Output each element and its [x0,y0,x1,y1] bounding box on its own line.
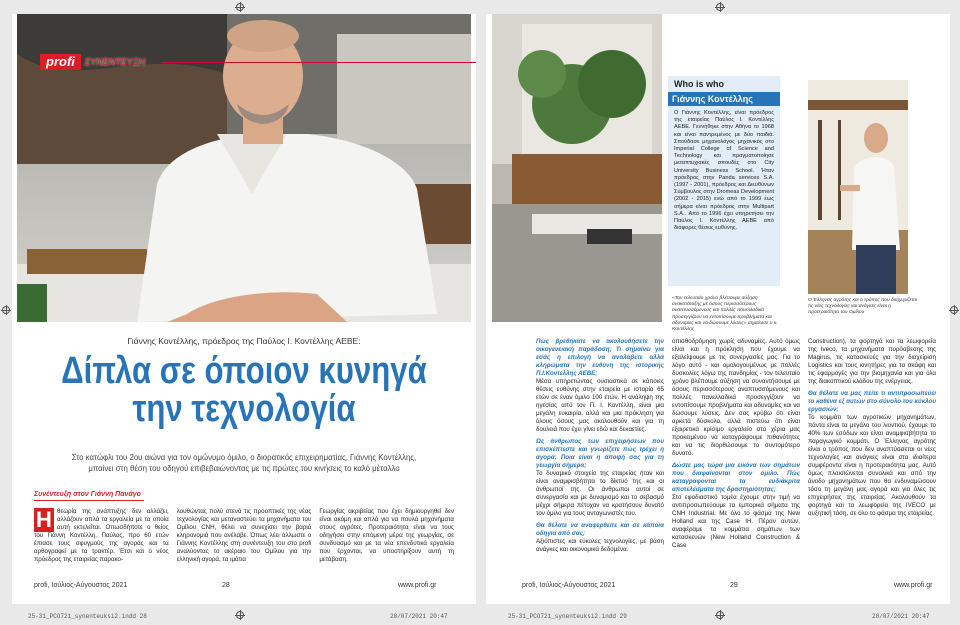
portrait-photo [808,80,908,294]
interview-columns [536,338,936,578]
headline [54,352,434,428]
registration-mark-right [950,306,958,314]
sidebar-name: Γιάννης Κοντέλλης [668,92,780,106]
question-5: Θα θέλατε να μας πείτε τι αντιπροσωπεύει το καθένα εξ αυτών στο σύνολο του κύκλου εργασιών; [808,390,936,413]
headline-line-2: την τεχνολογία [132,388,356,430]
footer-site[interactable]: www.profi.gr [894,582,933,589]
footer-issue: profi, Ιούλιος-Αύγουστος 2021 [34,582,128,589]
footer-issue: profi, Ιούλιος-Αύγουστος 2021 [522,582,616,589]
portrait-caption: Ο Έλληνας αγρότης και ο τρόπος που διαχειρίζεται τις νέες τεχνολογίες και ανάγκες είναι η προτεραιότητα του Ομίλου [808,298,918,316]
body-text-2: λουθώντας πολύ στενά τις προοπτικές της νέας τεχνολογίας και μεταναστεύει τα μηχανήματα του Ομίλου CNH, θέλει να συνεχίσει την βαριά κληρονομιά που ανέλαβε. Όπως λέει άλλωστε ο Γιάννης Κοντέλλης στη συνέντευξη του στο profi αναλύοντας το ακέραιο του Ομίλου για την ελληνική αγορά, τα ιμάτια [176,508,312,563]
interview-column-2 [672,338,800,578]
interview-column-1 [536,338,664,578]
deck-line-1: Στο κατώφλι του 2ου αιώνα για τον ομώνυμο όμιλο, ο διορατικός επιχειρηματίας, Γιάννης Κοντέλλης, [71,453,417,462]
drop-cap: Η [34,508,54,532]
photo-caption: «Τον τελευταίο χρόνο βλέπουμε αύξηση ανακατάταξης με όσους περισσότερους αναπτυσσόμενους και πολλές πανελλαδικά προσεγγίζουν να εντοπίσουμε προβλήματα και αδυναμίες και να δώσουμε λύσεις» σημείωσε ο κ. Κοντέλλης [672,296,778,333]
who-is-who-sidebar [668,76,780,286]
question-2: Ως άνθρωπος των επιχειρήσεων που επισκέπτεστε και γνωρίζετε πώς τρέχει η αγορά; Ποια είναι η άποψή σας για τη γεωργία σήμερα; [536,438,664,469]
folio: 29 [730,582,738,589]
print-slug-right: 25-31_PCO721_synenteuksi2.indd 29 [508,613,627,620]
print-slug-left: 25-31_PCO721_synenteuksi2.indd 28 [28,613,147,620]
print-slug-date-right: 28/07/2021 20:47 [872,613,930,620]
brand-logo: profi [40,54,81,70]
deck-line-2: μπαίνει στη θέση του οδηγού επιβεβαιώνοντας με τις πρώτες του κινήσεις το καλό μέταλλο [88,464,400,473]
answer-3: Αξιόπιστες και εύκολες τεχνολογίες, με βάση ανάγκες και οικονομικά δεδομένα. [536,538,664,553]
byline-rule [34,500,144,501]
right-page [486,14,950,604]
print-slug-date-left: 28/07/2021 20:47 [390,613,448,620]
sidebar-text: Ο Γιάννης Κοντέλλης, είναι πρόεδρος της εταιρείας Παύλος Ι. Κοντέλλης ΑΕΒΕ. Γεννήθηκε στην Αθήνα το 1968 και είναι παντρεμένος με δύο παιδιά. Σπούδασε μηχανολόγος μηχανικός στο Imperial College of Science and Technology και πραγματοποίησε μεταπτυχιακές σπουδές στο City University Business School. Ήταν πρόεδρος στην Panda services S.A. (1997 - 2001), πρόεδρος και Διευθύνων Σύμβουλος στην Dromeas Development (2002 - 2015) ενώ από το 1999 έως σήμερα είναι πρόεδρος στην Multipart S.A.. Από το 1996 έχει υπηρετήσει την Παύλος Ι. Κοντέλλης ΑΕΒΕ από διάφορες θέσεις ευθύνης. [674,110,774,232]
left-page [12,14,476,604]
answer-5: Το κομμάτι των αγροτικών μηχανημάτων, πάντα είναι τα μεγάλο του λιοντιού, έχουμε το 40% των εσόδων και είναι αναμφισβήτητα το παραγωγικό κομμάτι. Ο Έλληνας αγρότης είναι ο τρόπος που δεν αναπτύσσεται οι νέες τεχνολογίες και ανάγκες είναι στα ιδιαίτερα συμφέροντα είναι η προτεραιότητα μας. Αυτό όμως πλαισιώνεται συνολικά και από την άνοδο μηχανημάτων που θα ενδυναμώσουν τόσο τη μεγάλη μας αγορά και για όλες τις επιχειρήσεις της εταιρείας. Ακολουθούν τα φορτηγά και τα λεωφορεία της IVECO με αυξητική τάση, σε όλο το φάσμα της εταιρείας. [808,414,936,517]
sidebar-label: Who is who [674,79,724,89]
section-label: ΣΥΝΕΝΤΕΥΞΗ [84,57,146,67]
office-photo [492,14,662,322]
body-column-1 [34,508,169,574]
brand-tag [40,54,145,70]
registration-mark-left [2,306,10,314]
portrait-illustration-2 [808,80,908,294]
answer-2: Το δυναμικό στοιχείο της εταιρείας ήταν και είναι αναμφισβήτητα το δίκτυό της και οι άνθρωποί της. Οι άνθρωποι αυτοί σε συνεργασία και με δυναμισμό και το σεβασμό μέχρι σήμερα πέτυχαν να κρατήσουν δυνατό τον όμιλο για τους ανταγωνιστές του. [536,470,664,517]
office-illustration [492,14,662,322]
header-rule [162,62,476,63]
kicker: Γιάννης Κοντέλλης, πρόεδρος της Παύλος Ι. Κοντέλλης ΑΕΒΕ: [127,336,361,346]
answer-1: Μέσα υπηρετώντας ουσιαστικά σε κάποιες θέσεις ευθύνης στην εταιρεία με ιστορία 65 ετών σε έναν όμιλο 100 ετών. Η ανάληψη της ηγεσίας από τον Π. Ι. Κοντέλλη, είναι μια μεγάλη ευκαιρία, αλλά και μια πρόκληση για όλους όσους μας ακολουθούν και για τη δουλειά που έχει γίνει εδώ και δεκαετίες. [536,378,664,433]
answer-4: Στο εφοδιαστικό τομέα έχουμε στην τιμή να αντιπροσωπεύουμε τα εμπορικά σήματα της CNH Industrial. Με όλο το φάσμα της New Holland και της Case IH. Πέραν αυτών, αναφέραμε τα κομμάτια σημάτων των κατασκευών (New Holland Construction & Case [672,494,800,549]
folio: 28 [222,582,230,589]
body-text-1: θεωρία της ανάπτυξης δεν αλλάζει, αλλάζουν απλά τα εργαλεία με τα οποία αυτή εκτελείται. Οπωσδήποτε ο θείος του Γιάννη Κοντέλλη, Παύλος, προ 60 ετών έπιασε τους σφυγμούς της αγοράς και τα αρθογραφεί με τα τρακτέρ. Έτσι και ο νέος πρόεδρος της εταιρείας παρακο- [34,508,169,563]
question-3: Θα θέλατε να αναφερθείτε και σε κάποια οδηγία από σας; [536,522,664,537]
byline: Συνέντευξη στον Γιάννη Πανάγο [34,491,141,498]
body-column-3 [319,508,454,574]
body-columns [34,508,454,574]
deck [22,452,466,474]
headline-line-1: Δίπλα σε όποιον κυνηγά [61,350,427,392]
body-text-col2: οπισθοδρόμηση χωρίς αδυναμίες. Αυτό όμως είναι και η πρόκληση που έχουμε να εξαλείψουμε με τις συνεργασίες μας. Για το λόγο αυτό - και ομολογουμένως με πολλές δυσκολίες λόγω της πανδημίας - τον τελευταίο χρόνο βλέπουμε αύξηση να συναντήσουμε με όσους περισσότερους αναπτυσσόμενους και πολλές πανελλαδικά προσεγγίζουν να εντοπίσουμε προβλήματα και αδυναμίες και να δώσουμε λύσεις. Δεν σας κρύβω ότι είναι αρκετά δύσκολο, αλλά πιστεύω ότι είναι εξαιρετικά κρίσιμο εργαλείο στα χέρια μας προκειμένου να καταγράψουμε πιθανότητες και να τις διορθώσουμε το συντομότερο δυνατό. [672,338,800,457]
body-text-3: Γεωργίας ακριβείας που έχει δημιουργηθεί δεν είναι ακόμη και απλά για να πουλά μηχανήματα στους αγρότες. Προτεραιότητα είναι να τους οδηγήσει στην επόμενη μέρα της γεωργίας, σε συνδυασμό και με τα νέα επενδυτικά εργαλεία που έρχονται, να υποστηρίξουν αυτή τη μετάβαση. [319,508,455,563]
body-text-col3: Construction), τα φορτηγά και τα λεωφορεία της Iveco, τα μηχανήματα πυρόσβεσης της Magirus, τις κατασκευές για την διαχείριση Logistics και τους κινητήρες για τα σκάφη και τις εφαρμογές για την βιομηχανία και για όλα της διακοπτικού κλάδου της ενέργειας. [808,338,936,385]
registration-mark-bottom-left [236,611,244,619]
footer-site[interactable]: www.profi.gr [398,582,437,589]
question-1: Πώς βρεθήκατε να ακολουθήσετε την οικογενειακή παράδοση; Τι σημαίνει για εσάς η επιλογή να αναλάβετε αλλά κληρώματα την ευθύνη της ιστορικής Π.Ι.Κοντέλλης ΑΕΒΕ; [536,338,664,377]
registration-mark-top-left [236,3,244,11]
registration-mark-bottom-right [716,611,724,619]
registration-mark-top-right [716,3,724,11]
body-column-2 [177,508,312,574]
interview-column-3 [808,338,936,578]
question-4: Δώστε μας τώρα μια εικόνα των σημάτων που διαφαίνονται στον όμιλο. Πώς καταγράφονται τα ευδιάκριτα αποτελέσματα της δραστηριότητας; [672,462,800,493]
